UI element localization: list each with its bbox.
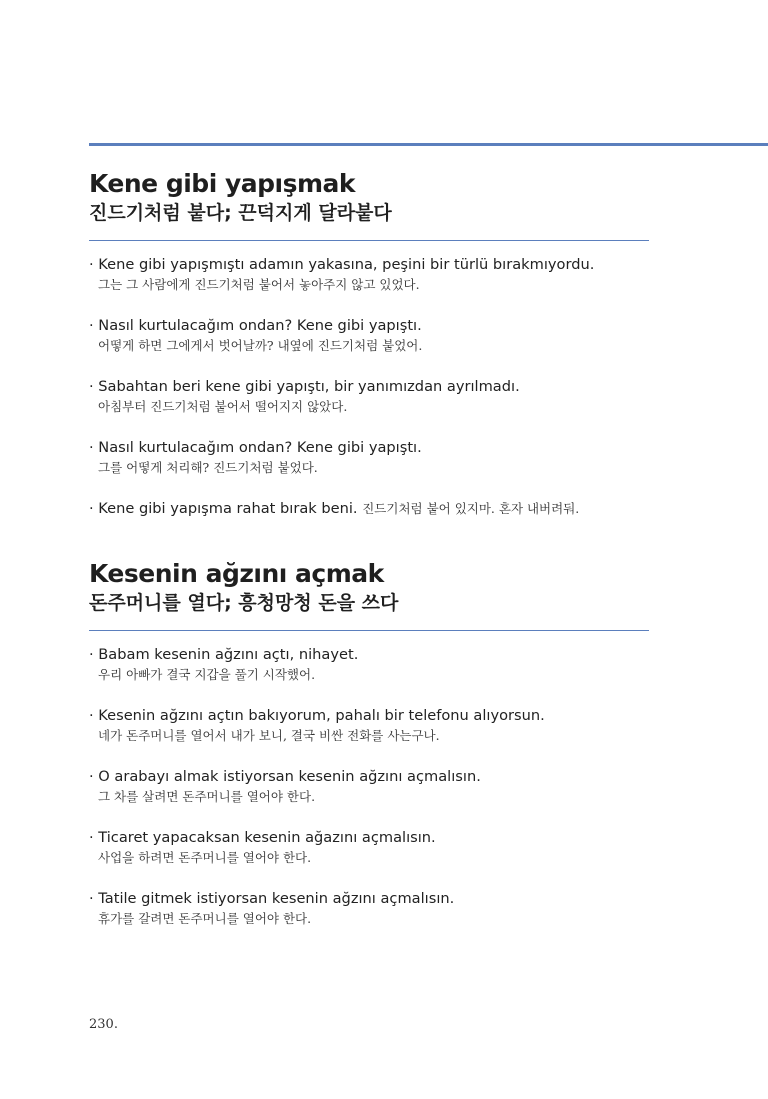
korean-translation: 우리 아빠가 결국 지갑을 풀기 시작했어. <box>98 667 316 682</box>
example-entry <box>89 767 649 807</box>
turkish-sentence: · O arabayı almak istiyorsan kesenin ağzını açmalısın. <box>89 768 481 785</box>
korean-translation: 그는 그 사람에게 진드기처럼 붙어서 놓아주지 않고 있었다. <box>98 277 420 292</box>
korean-translation: 그 차를 살려면 돈주머니를 열어야 한다. <box>98 789 316 804</box>
example-entry <box>89 438 649 478</box>
section-divider <box>89 630 649 631</box>
example-entry <box>89 499 649 519</box>
idiom-translation: 돈주머니를 열다; 흥청망청 돈을 쓰다 <box>89 592 399 614</box>
turkish-sentence: · Nasıl kurtulacağım ondan? Kene gibi yapıştı. <box>89 439 422 456</box>
turkish-sentence: · Tatile gitmek istiyorsan kesenin ağzını açmalısın. <box>89 890 455 907</box>
example-inline-line <box>89 499 649 519</box>
turkish-sentence: · Babam kesenin ağzını açtı, nihayet. <box>89 646 359 663</box>
top-accent-rule <box>89 143 768 146</box>
example-entry <box>89 645 649 685</box>
korean-translation: 어떻게 하면 그에게서 벗어날까? 내옆에 진드기처럼 붙었어. <box>98 338 423 353</box>
turkish-sentence: · Sabahtan beri kene gibi yapıştı, bir yanımızdan ayrılmadı. <box>89 378 520 395</box>
example-entry <box>89 889 649 929</box>
korean-translation: 사업을 하려면 돈주머니를 열어야 한다. <box>98 850 312 865</box>
example-entry <box>89 316 649 356</box>
idiom-section-kene <box>89 168 649 540</box>
example-entry <box>89 255 649 295</box>
korean-translation: 네가 돈주머니를 열어서 내가 보니, 결국 비싼 전화를 사는구나. <box>98 728 440 743</box>
turkish-sentence: · Nasıl kurtulacağım ondan? Kene gibi yapıştı. <box>89 317 422 334</box>
idiom-title: Kene gibi yapışmak <box>89 169 356 198</box>
korean-translation: 아침부터 진드기처럼 붙어서 떨어지지 않았다. <box>98 399 348 414</box>
idiom-title: Kesenin ağzını açmak <box>89 559 384 588</box>
turkish-sentence: · Kesenin ağzını açtın bakıyorum, pahalı bir telefonu alıyorsun. <box>89 707 545 724</box>
example-entry <box>89 377 649 417</box>
turkish-sentence: · Kene gibi yapışma rahat bırak beni. <box>89 500 358 517</box>
section-divider <box>89 240 649 241</box>
example-entry <box>89 828 649 868</box>
korean-translation: 휴가를 갈려면 돈주머니를 열어야 한다. <box>98 911 312 926</box>
idiom-translation: 진드기처럼 붙다; 끈덕지게 달라붙다 <box>89 202 392 224</box>
turkish-sentence: · Kene gibi yapışmıştı adamın yakasına, peşini bir türlü bırakmıyordu. <box>89 256 595 273</box>
korean-translation: 그를 어떻게 처리해? 진드기처럼 붙었다. <box>98 460 318 475</box>
example-entry <box>89 706 649 746</box>
page-number: 230. <box>89 1017 118 1032</box>
turkish-sentence: · Ticaret yapacaksan kesenin ağazını açmalısın. <box>89 829 436 846</box>
korean-translation: 진드기처럼 붙어 있지마. 혼자 내버려둬. <box>362 501 580 516</box>
idiom-section-kese <box>89 558 649 950</box>
